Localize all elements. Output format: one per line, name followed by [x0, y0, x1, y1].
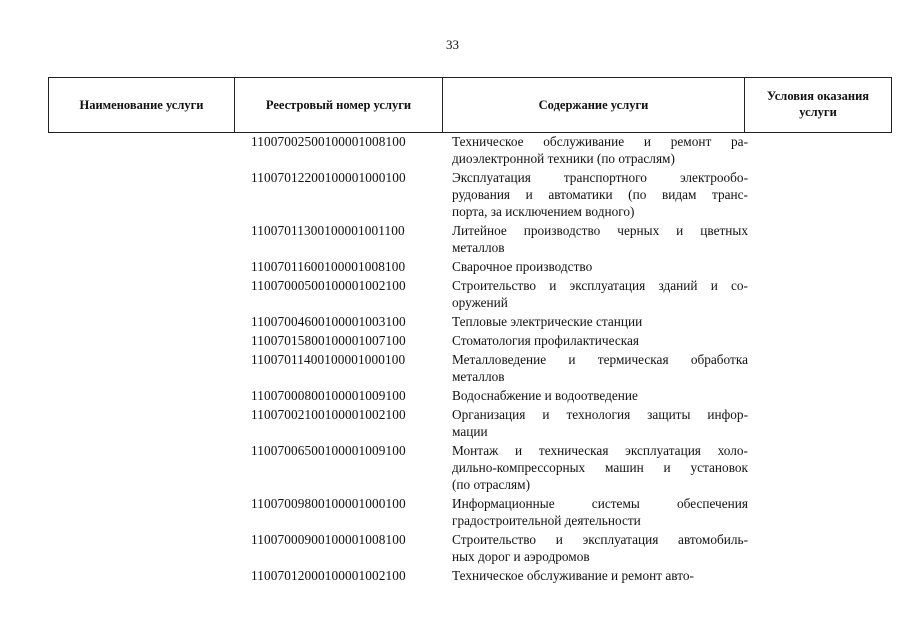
service-content — [452, 495, 748, 529]
service-content — [452, 567, 748, 584]
service-content-line: дильно-компрессорных машин и установок — [452, 460, 748, 475]
table-row — [0, 495, 905, 529]
service-content-line: Металловедение и термическая обработка — [452, 352, 748, 367]
service-content-line: диоэлектронной техники (по отраслям) — [452, 151, 675, 166]
service-content — [452, 332, 748, 349]
table-row — [0, 351, 905, 385]
service-content — [452, 169, 748, 220]
service-content-line: рудования и автоматики (по видам транс- — [452, 187, 748, 202]
service-content-line: металлов — [452, 369, 505, 384]
registry-number: 11007002100100001002100 — [251, 407, 406, 422]
service-content — [452, 406, 748, 440]
table-row — [0, 313, 905, 330]
table-row — [0, 169, 905, 220]
table-header — [48, 77, 892, 133]
table-row — [0, 406, 905, 440]
registry-number: 11007002500100001008100 — [251, 134, 406, 149]
registry-number: 11007011400100001000100 — [251, 352, 406, 367]
table-row — [0, 277, 905, 311]
service-content-line: Монтаж и техническая эксплуатация холо- — [452, 443, 748, 458]
header-service-content: Содержание услуги — [443, 78, 745, 132]
service-content-line: Организация и технология защиты инфор- — [452, 407, 748, 422]
table-body — [0, 133, 905, 584]
header-service-conditions: Условия оказания услуги — [766, 89, 870, 119]
service-content-line: Сварочное производство — [452, 259, 593, 274]
service-content-line: ных дорог и аэродромов — [452, 549, 590, 564]
service-content-line: металлов — [452, 240, 505, 255]
registry-number: 11007006500100001009100 — [251, 443, 406, 458]
registry-number: 11007000800100001009100 — [251, 388, 406, 403]
service-content-line: Техническое обслуживание и ремонт ра- — [452, 134, 748, 149]
service-content-line: Эксплуатация транспортного электрообо- — [452, 170, 748, 185]
service-content — [452, 531, 748, 565]
service-content-line: Техническое обслуживание и ремонт авто- — [452, 568, 694, 583]
service-content-line: Водоснабжение и водоотведение — [452, 388, 638, 403]
registry-number: 11007011300100001001100 — [251, 223, 405, 238]
service-content-line: градостроительной деятельности — [452, 513, 641, 528]
service-content — [452, 313, 748, 330]
service-content-line: Строительство и эксплуатация автомобиль- — [452, 532, 748, 547]
service-content-line: (по отраслям) — [452, 477, 531, 492]
table-row — [0, 567, 905, 584]
service-content-line: Литейное производство черных и цветных — [452, 223, 748, 238]
service-content-line: Информационные системы обеспечения — [452, 496, 748, 511]
service-content — [452, 442, 748, 493]
service-content-line: Тепловые электрические станции — [452, 314, 643, 329]
service-content-line: Стоматология профилактическая — [452, 333, 640, 348]
table-row — [0, 332, 905, 349]
registry-number: 11007011600100001008100 — [251, 259, 406, 274]
registry-number: 11007009800100001000100 — [251, 496, 406, 511]
registry-number: 11007004600100001003100 — [251, 314, 406, 329]
registry-number: 11007012200100001000100 — [251, 170, 406, 185]
table-row — [0, 442, 905, 493]
service-content-line: мации — [452, 424, 488, 439]
service-content-line: оружений — [452, 295, 508, 310]
registry-number: 11007015800100001007100 — [251, 333, 406, 348]
table-row — [0, 222, 905, 256]
table-row — [0, 387, 905, 404]
service-content — [452, 277, 748, 311]
service-content — [452, 258, 748, 275]
registry-number: 11007000900100001008100 — [251, 532, 406, 547]
service-content-line: порта, за исключением водного) — [452, 204, 635, 219]
service-content-line: Строительство и эксплуатация зданий и со- — [452, 278, 748, 293]
registry-number: 11007012000100001002100 — [251, 568, 406, 583]
table-row — [0, 531, 905, 565]
registry-number: 11007000500100001002100 — [251, 278, 406, 293]
table-row — [0, 133, 905, 167]
table-row — [0, 258, 905, 275]
service-content — [452, 133, 748, 167]
header-registry-number: Реестровый номер услуги — [235, 78, 443, 132]
service-content — [452, 351, 748, 385]
header-service-name: Наименование услуги — [49, 78, 235, 132]
service-content — [452, 222, 748, 256]
service-content — [452, 387, 748, 404]
page-number: 33 — [446, 37, 459, 52]
